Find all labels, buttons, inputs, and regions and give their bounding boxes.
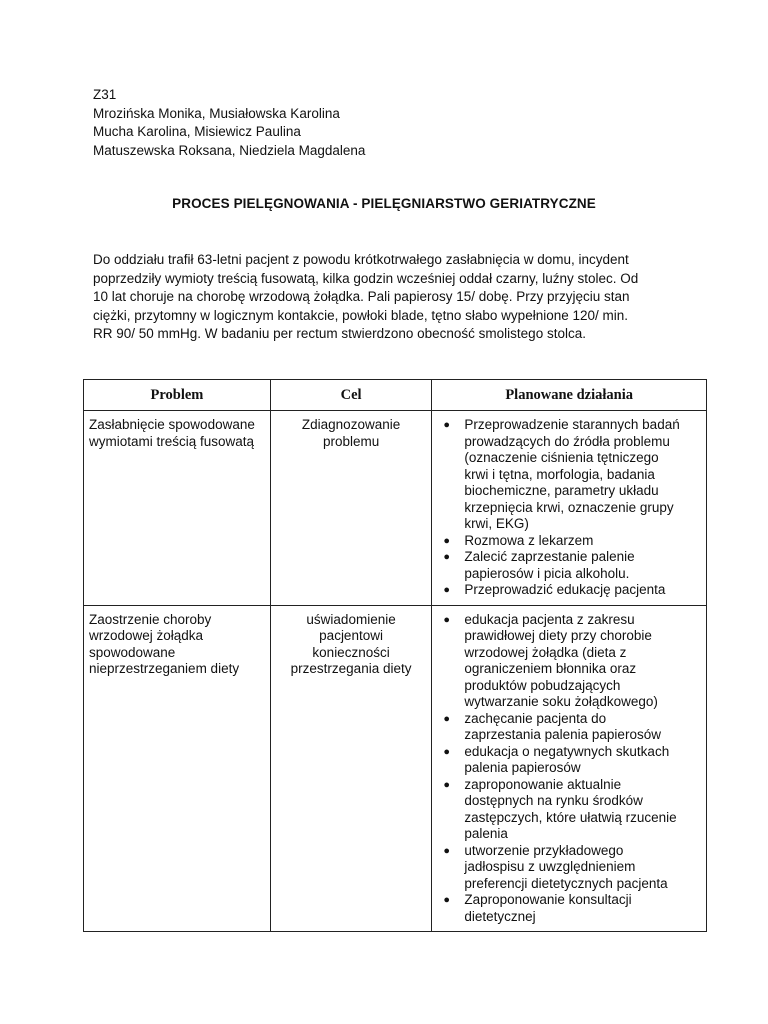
list-item (437, 533, 701, 550)
action-text: produktów pobudzających (464, 677, 621, 693)
action-text: dietetycznej (464, 908, 536, 924)
case-description-line: 10 lat choruje na chorobę wrzodową żołądka. Pali papierosy 15/ dobę. Przy przyjęciu stan (93, 289, 630, 304)
action-text: papierosów i picia alkoholu. (464, 565, 630, 581)
problem-cell (84, 605, 271, 932)
table-row (84, 411, 707, 606)
action-text: zachęcanie pacjenta do (464, 710, 607, 726)
action-text: preferencji dietetycznych pacjenta (464, 875, 668, 891)
table-row (84, 605, 707, 932)
action-text: prowadzących do źródła problemu (464, 433, 670, 449)
problem-text: Zaostrzenie choroby (89, 611, 212, 627)
action-text: Rozmowa z lekarzem (464, 532, 594, 548)
action-text: ograniczeniem błonnika oraz (464, 661, 637, 676)
document-title: PROCES PIELĘGNOWANIA - PIELĘGNIARSTWO GERIATRYCZNE (172, 196, 596, 211)
action-text: edukacja pacjenta z zakresu (464, 611, 635, 627)
list-item (437, 612, 701, 711)
problem-cell (84, 411, 271, 606)
action-text: krwi i tętna, morfologia, badania (464, 466, 655, 482)
goal-text: uświadomienie (306, 611, 396, 627)
action-text: utworzenie przykładowego (464, 842, 624, 858)
action-text: Przeprowadzenie starannych badań (464, 417, 680, 432)
problem-text: nieprzestrzeganiem diety (89, 661, 240, 676)
bullet-icon: ● (443, 778, 450, 791)
action-text: Zaproponowanie konsultacji (464, 892, 632, 907)
case-description-line: poprzedziły wymioty treścią fusowatą, kilka godzin wcześniej oddał czarny, luźny stolec. Od (93, 270, 639, 286)
problem-text: wymiotami treścią fusowatą (89, 433, 255, 449)
actions-cell (432, 411, 707, 606)
column-header-problem: Problem (84, 380, 271, 411)
action-text: biochemiczne, parametry układu (464, 483, 659, 498)
list-item (437, 711, 701, 744)
authors-line: Mrozińska Monika, Musiałowska Karolina (93, 105, 340, 121)
case-description-line: RR 90/ 50 mmHg. W badaniu per rectum stwierdzono obecność smolistego stolca. (93, 326, 586, 341)
action-text: krzepnięcia krwi, oznaczenie grupy (464, 499, 674, 515)
authors-line: Mucha Karolina, Misiewicz Paulina (93, 124, 301, 139)
actions-list (437, 417, 701, 599)
case-description (93, 251, 683, 344)
action-text: wrzodowej żołądka (dieta z (464, 644, 627, 660)
list-item (437, 843, 701, 893)
action-text: palenia papierosów (464, 760, 581, 775)
goal-cell (270, 411, 432, 606)
goal-text: konieczności (312, 644, 390, 660)
bullet-icon: ● (443, 584, 450, 596)
action-text: krwi, EKG) (464, 516, 529, 531)
action-text: jadłospisu z uwzględnieniem (464, 859, 636, 874)
care-plan-table (83, 379, 707, 932)
bullet-icon: ● (443, 894, 450, 906)
problem-text: spowodowane (89, 644, 176, 660)
goal-text: przestrzegania diety (290, 661, 412, 676)
action-text: prawidłowej diety przy chorobie (464, 628, 652, 643)
bullet-icon: ● (443, 712, 450, 725)
list-item (437, 777, 701, 843)
bullet-icon: ● (443, 613, 450, 626)
problem-text: Zasłabnięcie spowodowane (89, 417, 255, 432)
bullet-icon: ● (443, 844, 450, 857)
list-item (437, 549, 701, 582)
goal-text: pacjentowi (319, 628, 383, 643)
action-text: palenia (464, 826, 508, 841)
goal-cell (270, 605, 432, 932)
action-text: zaprzestania palenia papierosów (464, 727, 661, 742)
list-item (437, 892, 701, 925)
list-item (437, 417, 701, 533)
column-header-actions: Planowane działania (432, 380, 707, 411)
action-text: dostępnych na rynku środków (464, 793, 643, 808)
action-text: edukacja o negatywnych skutkach (464, 743, 670, 759)
bullet-icon: ● (443, 419, 450, 431)
action-text: wytwarzanie soku żołądkowego) (464, 694, 658, 709)
action-text: (oznaczenie ciśnienia tętniczego (464, 450, 659, 465)
case-description-line: Do oddziału trafił 63-letni pacjent z powodu krótkotrwałego zasłabnięcia w domu, incydent (93, 252, 629, 267)
authors-line: Matuszewska Roksana, Niedziela Magdalena (93, 142, 366, 158)
group-code: Z31 (93, 87, 117, 102)
goal-text: problemu (322, 433, 380, 449)
action-text: Zalecić zaprzestanie palenie (464, 549, 635, 564)
actions-cell (432, 605, 707, 932)
bullet-icon: ● (443, 551, 450, 563)
list-item (437, 744, 701, 777)
problem-text: wrzodowej żołądka (89, 628, 204, 643)
case-description-line: ciężki, przytomny w logicznym kontakcie, powłoki blade, tętno słabo wypełnione 120/ min. (93, 307, 629, 323)
action-text: zaproponowanie aktualnie (464, 776, 622, 792)
bullet-icon: ● (443, 745, 450, 758)
list-item (437, 582, 701, 599)
authors-header (93, 86, 365, 160)
table-header-row (84, 380, 707, 411)
goal-text: Zdiagnozowanie (301, 417, 401, 432)
actions-list (437, 612, 701, 926)
column-header-goal: Cel (270, 380, 432, 411)
action-text: zastępczych, które ułatwią rzucenie (464, 809, 677, 825)
bullet-icon: ● (443, 534, 450, 547)
action-text: Przeprowadzić edukację pacjenta (464, 582, 666, 597)
